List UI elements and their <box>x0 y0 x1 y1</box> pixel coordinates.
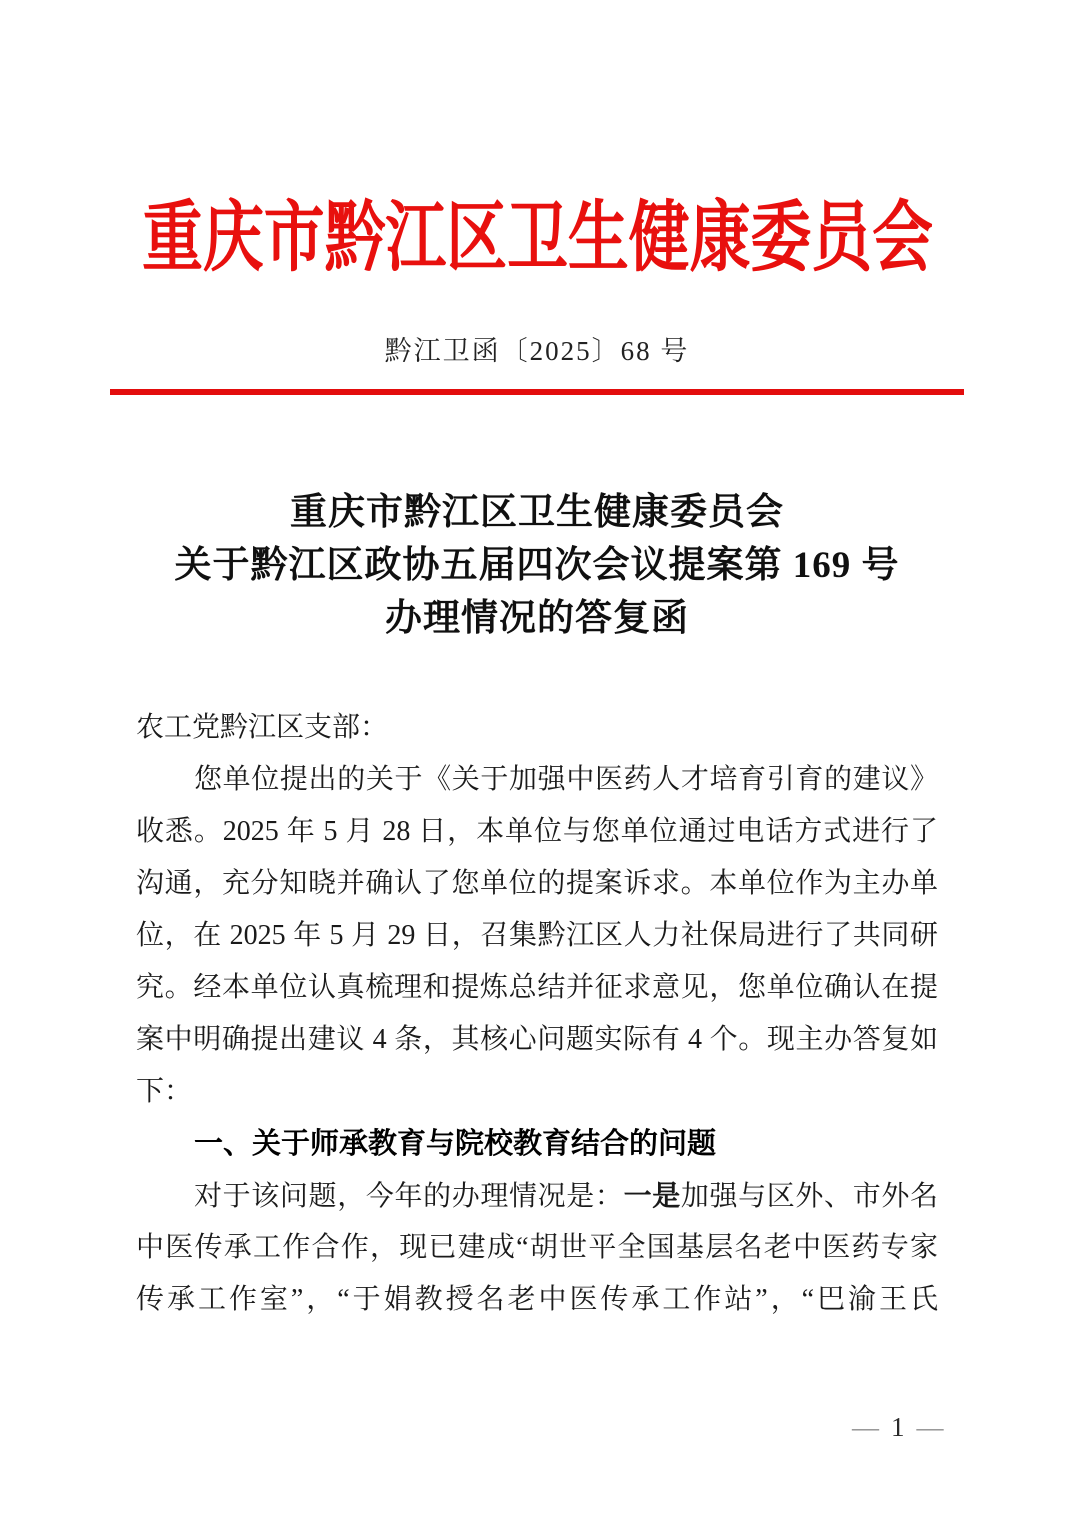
paragraph-line: 传承工作室”，“于娟教授名老中医传承工作站”，“巴渝王氏 <box>136 1284 938 1315</box>
paragraph-line <box>136 1170 938 1222</box>
paragraph-line: 收悉。2025 年 5 月 28 日，本单位与您单位通过电话方式进行了 <box>136 816 938 847</box>
paragraph-text: 加强与区外、市外名 <box>680 1181 938 1212</box>
salutation-line: 农工党黔江区支部： <box>136 712 389 743</box>
paragraph-line: 究。经本单位认真梳理和提炼总结并征求意见，您单位确认在提 <box>136 972 938 1003</box>
document-title-line-1: 重庆市黔江区卫生健康委员会 <box>290 492 784 533</box>
paragraph-line: 中医传承工作合作，现已建成“胡世平全国基层名老中医药专家 <box>136 1232 938 1263</box>
document-title <box>0 486 1074 645</box>
paragraph-line: 沟通，充分知晓并确认了您单位的提案诉求。本单位作为主办单 <box>136 868 938 899</box>
document-body <box>136 702 938 1326</box>
paragraph-text: 对于该问题，今年的办理情况是： <box>194 1181 624 1212</box>
page-number <box>846 1411 950 1443</box>
paragraph-line: 案中明确提出建议 4 条，其核心问题实际有 4 个。现主办答复如 <box>136 1024 938 1055</box>
letterhead-title-text: 重庆市黔江区卫生健康委员会 <box>141 195 933 281</box>
document-title-line-2: 关于黔江区政协五届四次会议提案第 169 号 <box>174 545 900 586</box>
letterhead-title <box>0 196 1074 281</box>
paragraph-line: 您单位提出的关于《关于加强中医药人才培育引育的建议》 <box>194 764 938 795</box>
page-number-value: 1 <box>891 1412 905 1442</box>
red-separator-line <box>110 389 964 395</box>
paragraph-line: 下： <box>136 1076 193 1107</box>
document-reference-number: 黔江卫函〔2025〕68 号 <box>384 336 690 366</box>
page-number-dash-left: — <box>852 1412 879 1442</box>
paragraph-line: 位，在 2025 年 5 月 29 日，召集黔江区人力社保局进行了共同研 <box>136 920 938 951</box>
page-number-dash-right: — <box>916 1412 944 1442</box>
bold-emphasis: 一是 <box>623 1180 681 1211</box>
section-heading: 一、关于师承教育与院校教育结合的问题 <box>194 1128 717 1160</box>
document-title-line-3: 办理情况的答复函 <box>385 598 689 639</box>
